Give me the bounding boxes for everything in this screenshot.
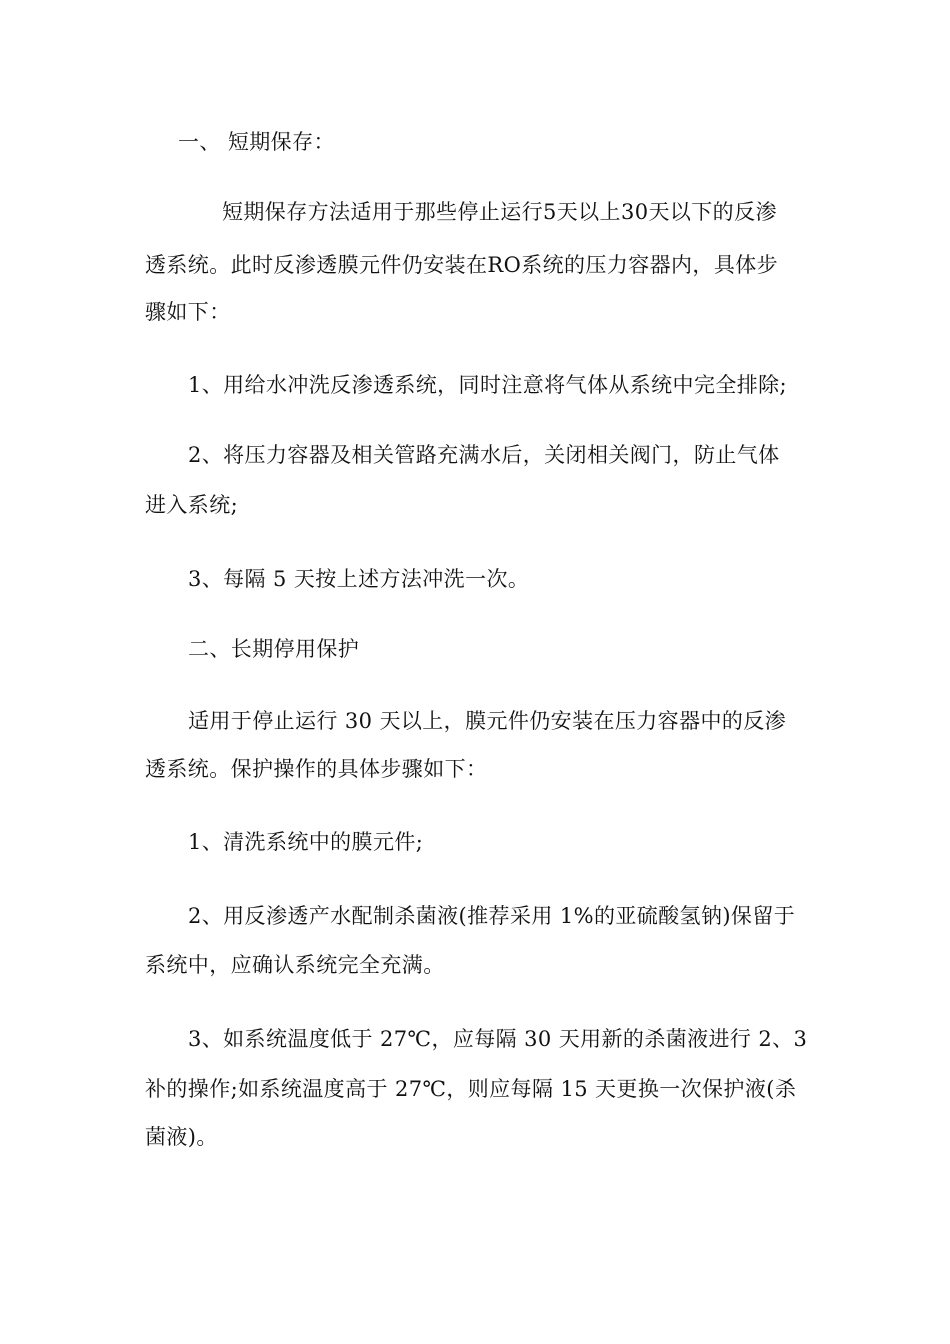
section-1-step-3: 3、每隔 5 天按上述方法冲洗一次。	[188, 567, 530, 591]
section-1-step-2-line-1: 2、将压力容器及相关管路充满水后，关闭相关阀门，防止气体	[188, 443, 780, 467]
section-1-intro-line-3: 骤如下：	[145, 300, 231, 324]
section-1-step-2-line-2: 进入系统;	[145, 493, 239, 517]
section-2-step-3-line-2: 补的操作;如系统温度高于 27℃，则应每隔 15 天更换一次保护液(杀	[145, 1077, 797, 1101]
section-2-step-3-line-3: 菌液)。	[145, 1125, 218, 1149]
section-1-step-1: 1、用给水冲洗反渗透系统，同时注意将气体从系统中完全排除;	[188, 373, 788, 397]
section-2-step-1: 1、清洗系统中的膜元件;	[188, 830, 424, 854]
section-1-intro-line-1: 短期保存方法适用于那些停止运行5天以上30天以下的反渗	[222, 200, 777, 224]
section-1-heading: 一、 短期保存：	[178, 130, 335, 154]
section-2-step-3-line-1: 3、如系统温度低于 27℃，应每隔 30 天用新的杀菌液进行 2、3	[188, 1027, 808, 1051]
section-2-heading: 二、长期停用保护	[188, 637, 360, 661]
section-2-intro-line-2: 透系统。保护操作的具体步骤如下：	[145, 757, 488, 781]
section-2-step-2-line-1: 2、用反渗透产水配制杀菌液(推荐采用 1%的亚硫酸氢钠)保留于	[188, 904, 796, 928]
section-2-intro-line-1: 适用于停止运行 30 天以上，膜元件仍安装在压力容器中的反渗	[188, 709, 787, 733]
section-2-step-2-line-2: 系统中，应确认系统完全充满。	[145, 953, 445, 977]
section-1-intro-line-2: 透系统。此时反渗透膜元件仍安装在RO系统的压力容器内，具体步	[145, 253, 779, 277]
